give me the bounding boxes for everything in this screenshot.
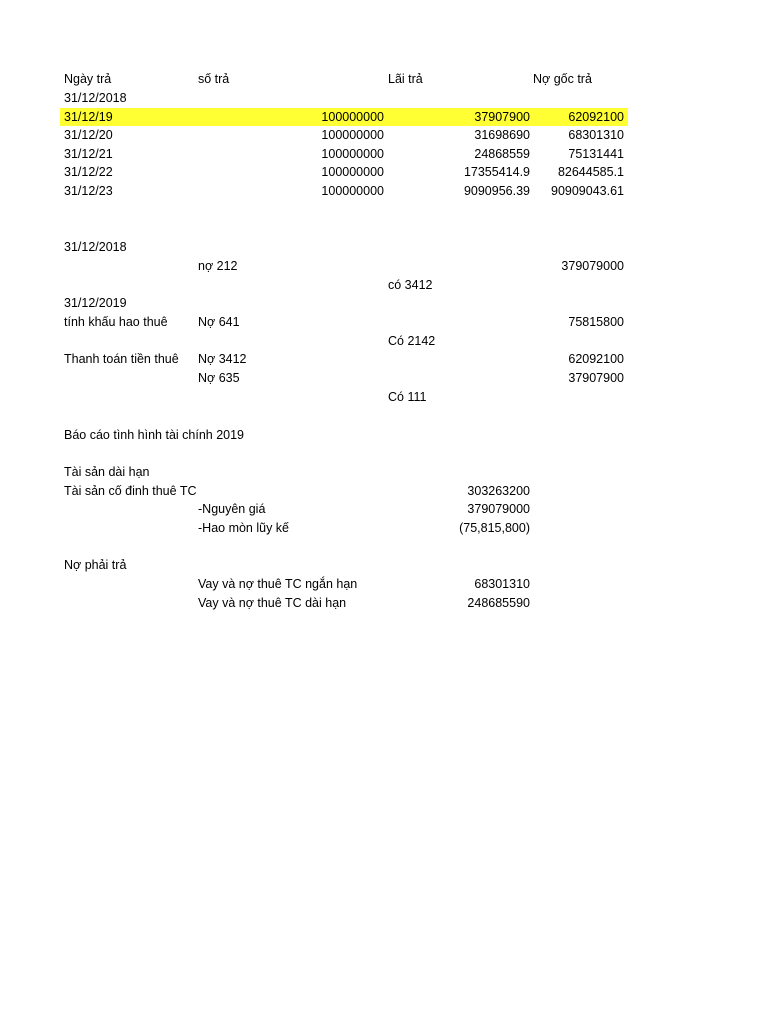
entry-amount: 62092100 xyxy=(568,352,624,366)
header-date: Ngày trả xyxy=(64,72,112,86)
report-line-row xyxy=(0,500,768,518)
entry-label: Thanh toán tiền thuê xyxy=(64,352,179,366)
table-row xyxy=(0,126,768,144)
row-interest: 17355414.9 xyxy=(463,165,530,179)
report-line-row xyxy=(0,575,768,593)
debit-account: nợ 212 xyxy=(198,259,238,273)
row-date: 31/12/23 xyxy=(64,184,113,198)
schedule-start-date-row xyxy=(0,89,768,107)
debit-account: Nợ 3412 xyxy=(198,352,247,366)
row-principal: 75131441 xyxy=(568,147,624,161)
header-payment: số trả xyxy=(198,72,230,86)
report-line-row xyxy=(0,519,768,537)
row-payment: 100000000 xyxy=(321,147,384,161)
report-line-row xyxy=(0,482,768,500)
line-label: -Hao mòn lũy kế xyxy=(198,521,290,535)
section-heading: Nợ phải trả xyxy=(64,558,127,572)
journal-entry-row xyxy=(0,369,768,387)
schedule-header-row xyxy=(0,70,768,88)
credit-account: Có 2142 xyxy=(388,334,436,348)
debit-account: Nợ 635 xyxy=(198,371,240,385)
line-label: Vay và nợ thuê TC ngắn hạn xyxy=(198,577,358,591)
line-label: -Nguyên giá xyxy=(198,502,266,516)
row-date: 31/12/20 xyxy=(64,128,113,142)
row-principal: 90909043.61 xyxy=(551,184,624,198)
row-payment: 100000000 xyxy=(321,184,384,198)
table-row xyxy=(0,182,768,200)
start-date: 31/12/2018 xyxy=(64,91,127,105)
header-principal: Nợ gốc trả xyxy=(533,72,592,86)
journal-entry-row xyxy=(0,313,768,331)
row-interest: 9090956.39 xyxy=(463,184,530,198)
row-principal: 62092100 xyxy=(568,110,624,124)
journal-2019-date-row xyxy=(0,294,768,312)
table-row xyxy=(0,145,768,163)
entry-label: tính khấu hao thuê xyxy=(64,315,168,329)
credit-account: Có 111 xyxy=(388,390,427,404)
journal-entry-row xyxy=(0,332,768,350)
row-date: 31/12/21 xyxy=(64,147,113,161)
journal-date: 31/12/2019 xyxy=(64,296,127,310)
table-row xyxy=(0,108,768,126)
credit-account: có 3412 xyxy=(388,278,433,292)
row-principal: 82644585.1 xyxy=(557,165,624,179)
row-payment: 100000000 xyxy=(321,110,384,124)
line-label: Tài sản cố đinh thuê TC xyxy=(64,484,197,498)
header-interest: Lãi trả xyxy=(388,72,423,86)
report-title-row xyxy=(0,426,768,444)
row-interest: 37907900 xyxy=(474,110,530,124)
entry-amount: 379079000 xyxy=(561,259,624,273)
row-interest: 24868559 xyxy=(474,147,530,161)
section-heading: Tài sản dài hạn xyxy=(64,465,150,479)
journal-2018-date-row xyxy=(0,238,768,256)
line-value: (75,815,800) xyxy=(459,521,530,535)
line-value: 248685590 xyxy=(467,596,530,610)
table-row xyxy=(0,163,768,181)
journal-entry-row xyxy=(0,257,768,275)
report-title: Báo cáo tình hình tài chính 2019 xyxy=(64,428,244,442)
journal-entry-row xyxy=(0,388,768,406)
row-interest: 31698690 xyxy=(474,128,530,142)
row-payment: 100000000 xyxy=(321,128,384,142)
line-value: 303263200 xyxy=(467,484,530,498)
row-payment: 100000000 xyxy=(321,165,384,179)
journal-entry-row xyxy=(0,350,768,368)
report-section-row xyxy=(0,556,768,574)
entry-amount: 37907900 xyxy=(568,371,624,385)
journal-date: 31/12/2018 xyxy=(64,240,127,254)
entry-amount: 75815800 xyxy=(568,315,624,329)
report-line-row xyxy=(0,594,768,612)
row-date: 31/12/19 xyxy=(64,110,113,124)
row-date: 31/12/22 xyxy=(64,165,113,179)
line-value: 379079000 xyxy=(467,502,530,516)
line-label: Vay và nợ thuê TC dài hạn xyxy=(198,596,347,610)
line-value: 68301310 xyxy=(474,577,530,591)
debit-account: Nợ 641 xyxy=(198,315,240,329)
row-principal: 68301310 xyxy=(568,128,624,142)
journal-entry-row xyxy=(0,276,768,294)
report-section-row xyxy=(0,463,768,481)
